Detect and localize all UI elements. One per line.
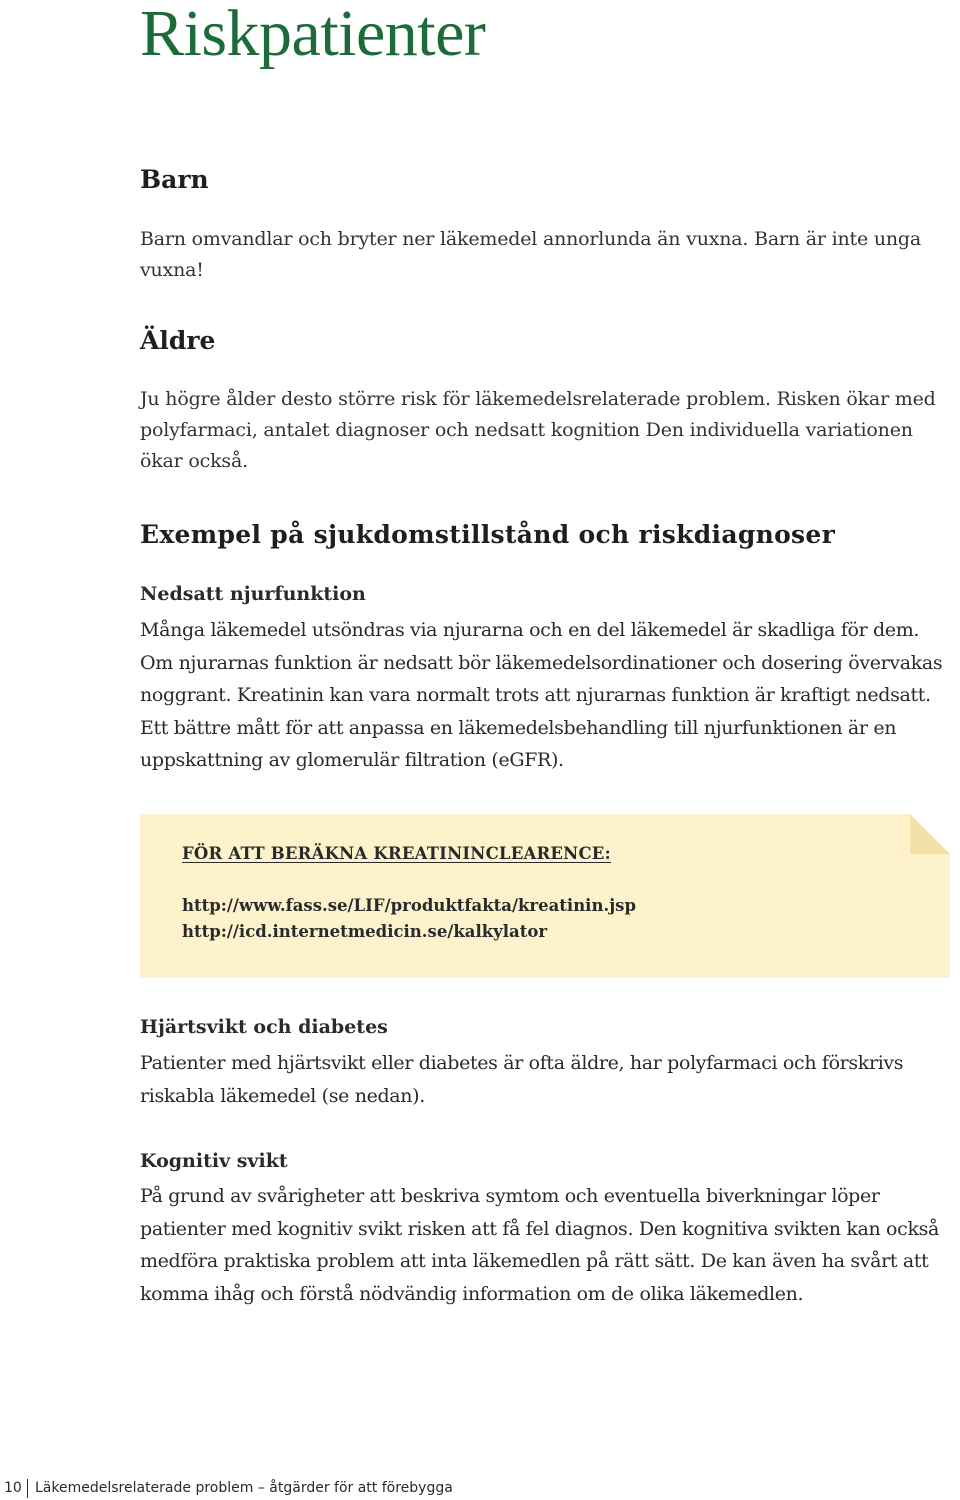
heading-hjartsvikt: Hjärtsvikt och diabetes bbox=[140, 1016, 388, 1038]
heading-njurfunktion: Nedsatt njurfunktion bbox=[140, 583, 366, 605]
heading-aldre: Äldre bbox=[140, 326, 216, 355]
heading-kognitiv: Kognitiv svikt bbox=[140, 1150, 288, 1172]
footer-title: Läkemedelsrelaterade problem – åtgärder för att förebygga bbox=[35, 1480, 453, 1496]
note-folded-corner bbox=[910, 814, 950, 854]
paragraph-kognitiv: På grund av svårigheter att beskriva symtom och eventuella biverkningar löper patienter med kognitiv svikt risken att få fel diagnos. Den kognitiva svikten kan också medföra praktiska problem att inta läkemedlen på rätt sätt. De kan även ha svårt att komma ihåg och förstå nödvändig information om de olika läkemedlen. bbox=[140, 1185, 939, 1305]
page-footer bbox=[0, 1476, 480, 1500]
internetmedicin-link[interactable]: http://icd.internetmedicin.se/kalkylator bbox=[182, 922, 548, 941]
paragraph-barn: Barn omvandlar och bryter ner läkemedel annorlunda än vuxna. Barn är inte unga vuxna! bbox=[140, 228, 922, 281]
note-box-title: FÖR ATT BERÄKNA KREATININCLEARENCE: bbox=[182, 844, 611, 863]
page-number: 10 bbox=[4, 1480, 22, 1496]
heading-exempel: Exempel på sjukdomstillstånd och riskdiagnoser bbox=[140, 520, 836, 549]
footer-divider bbox=[27, 1479, 28, 1498]
paragraph-hjartsvikt: Patienter med hjärtsvikt eller diabetes är ofta äldre, har polyfarmaci och förskrivs riskabla läkemedel (se nedan). bbox=[140, 1052, 904, 1107]
paragraph-njurfunktion: Många läkemedel utsöndras via njurarna och en del läkemedel är skadliga för dem. Om njurarnas funktion är nedsatt bör läkemedelsordinationer och dosering övervakas noggrant. Kreatinin kan vara normalt trots att njurarnas funktion är kraftigt nedsatt. Ett bättre mått för att anpassa en läkemedelsbehandling till njurfunktionen är en uppskattning av glomerulär filtration (eGFR). bbox=[140, 619, 943, 771]
paragraph-aldre: Ju högre ålder desto större risk för läkemedelsrelaterade problem. Risken ökar med polyfarmaci, antalet diagnoser och nedsatt kognition Den individuella variationen ökar också. bbox=[140, 388, 936, 472]
page-title: Riskpatienter bbox=[140, 0, 486, 70]
fass-link[interactable]: http://www.fass.se/LIF/produktfakta/kreatinin.jsp bbox=[182, 896, 636, 915]
heading-barn: Barn bbox=[140, 165, 209, 194]
